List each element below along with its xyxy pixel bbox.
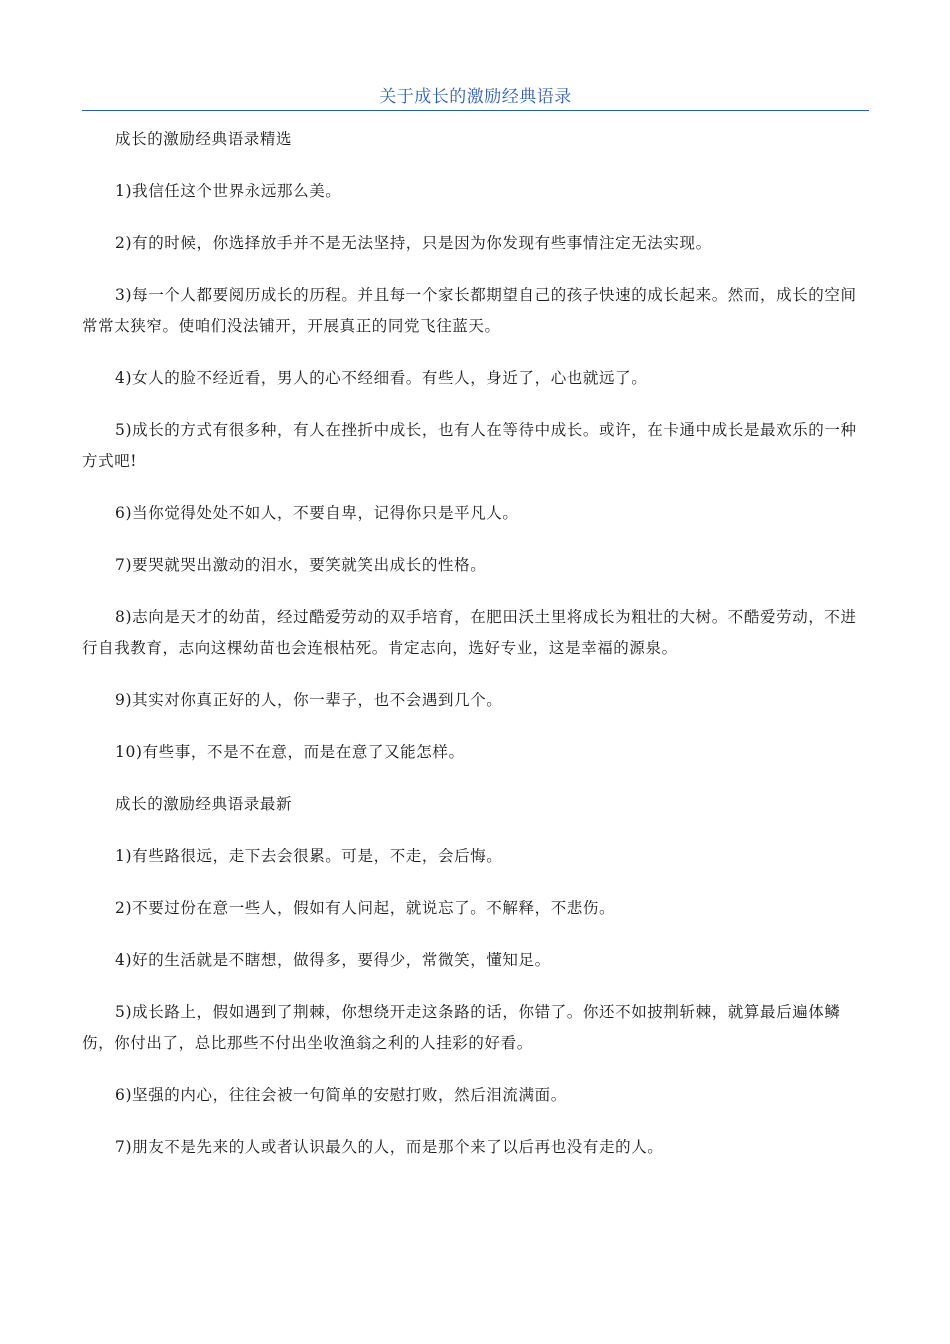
quote-paragraph: 10)有些事，不是不在意，而是在意了又能怎样。 <box>115 743 465 761</box>
quote-paragraph: 7)要哭就哭出激动的泪水，要笑就笑出成长的性格。 <box>115 556 487 574</box>
quote-paragraph: 1)有些路很远，走下去会很累。可是，不走，会后悔。 <box>115 847 503 865</box>
quote-paragraph: 4)好的生活就是不瞎想，做得多，要得少，常微笑，懂知足。 <box>115 951 551 969</box>
quote-paragraph: 6)坚强的内心，往往会被一句简单的安慰打败，然后泪流满面。 <box>115 1086 567 1104</box>
section-heading-latest: 成长的激励经典语录最新 <box>115 795 293 813</box>
quote-paragraph: 9)其实对你真正好的人，你一辈子，也不会遇到几个。 <box>115 691 503 709</box>
quote-paragraph: 6)当你觉得处处不如人，不要自卑，记得你只是平凡人。 <box>115 504 519 522</box>
page-header <box>82 78 869 111</box>
quote-paragraph: 4)女人的脸不经近看，男人的心不经细看。有些人，身近了，心也就远了。 <box>115 369 648 387</box>
quote-paragraph: 1)我信任这个世界永远那么美。 <box>115 182 342 200</box>
quote-paragraph: 5)成长的方式有很多种，有人在挫折中成长，也有人在等待中成长。或许，在卡通中成长是最欢乐的一种方式吧! <box>82 421 857 470</box>
quote-paragraph: 7)朋友不是先来的人或者认识最久的人，而是那个来了以后再也没有走的人。 <box>115 1138 664 1156</box>
quote-paragraph: 8)志向是天才的幼苗，经过酷爱劳动的双手培育，在肥田沃土里将成长为粗壮的大树。不酷爱劳动，不进行自我教育，志向这棵幼苗也会连根枯死。肯定志向，选好专业，这是幸福的源泉。 <box>82 608 857 657</box>
quote-paragraph: 3)每一个人都要阅历成长的历程。并且每一个家长都期望自己的孩子快速的成长起来。然而，成长的空间常常太狭窄。使咱们没法铺开，开展真正的同党飞往蓝天。 <box>82 286 857 335</box>
section-heading-selected: 成长的激励经典语录精选 <box>115 130 293 148</box>
quote-paragraph: 5)成长路上，假如遇到了荆棘，你想绕开走这条路的话，你错了。你还不如披荆斩棘，就算最后遍体鳞伤，你付出了，总比那些不付出坐收渔翁之利的人挂彩的好看。 <box>82 1003 841 1052</box>
document-body <box>82 124 860 1184</box>
page-title: 关于成长的激励经典语录 <box>379 87 572 107</box>
quote-paragraph: 2)有的时候，你选择放手并不是无法坚持，只是因为你发现有些事情注定无法实现。 <box>115 234 712 252</box>
quote-paragraph: 2)不要过份在意一些人，假如有人问起，就说忘了。不解释，不悲伤。 <box>115 899 616 917</box>
